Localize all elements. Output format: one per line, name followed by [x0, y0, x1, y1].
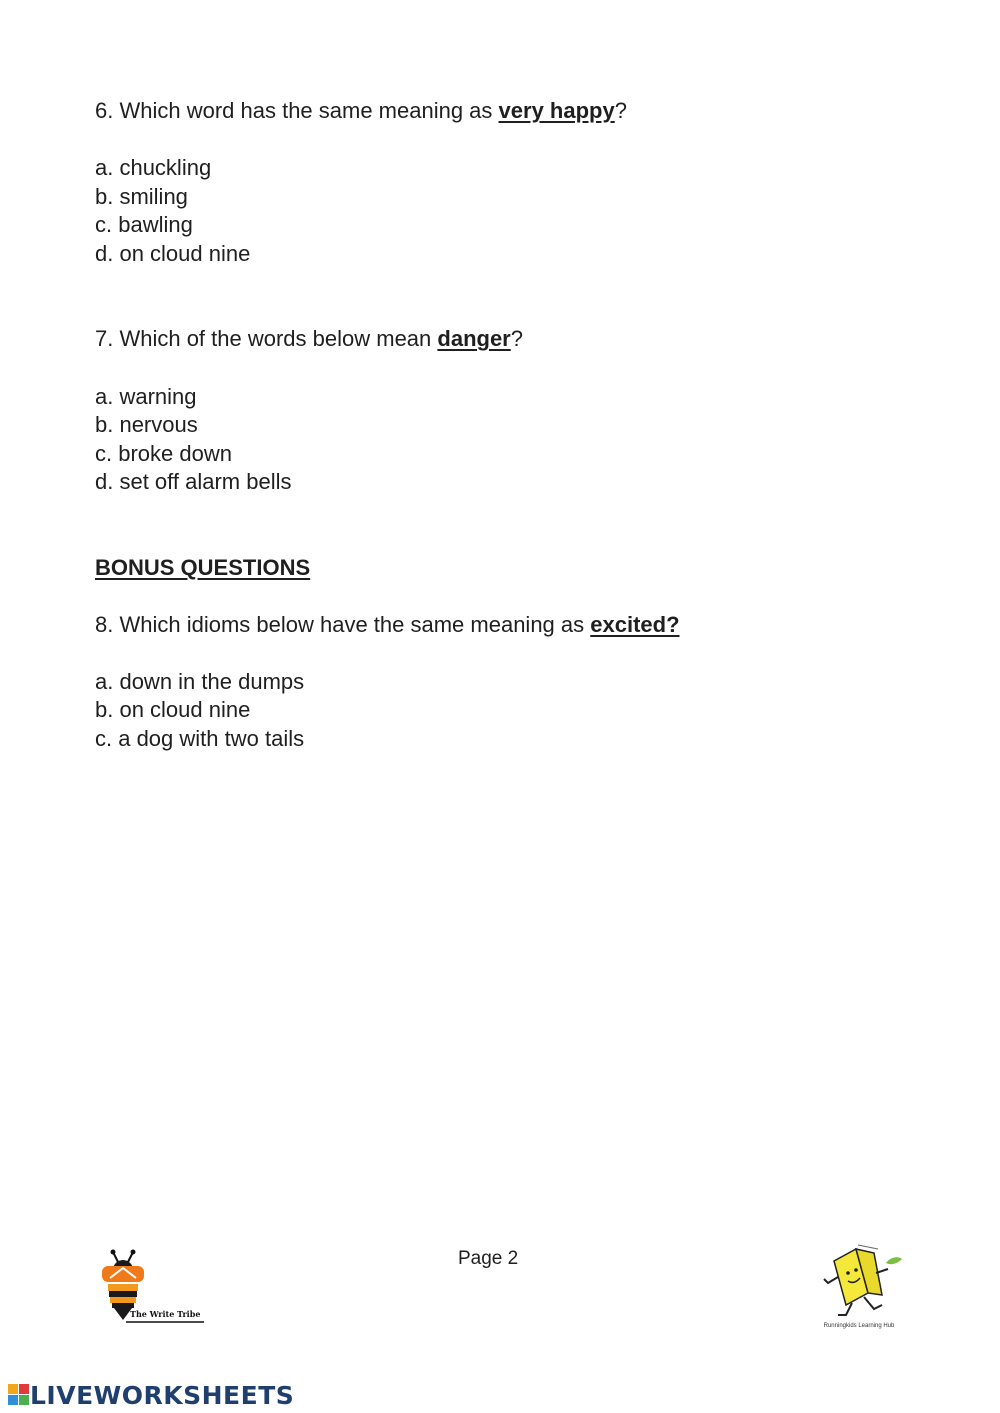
q7-option-b: b. nervous — [95, 412, 198, 437]
q8-option-c: c. a dog with two tails — [95, 726, 305, 751]
question-6: 6. Which word has the same meaning as very happy? — [95, 98, 627, 123]
q7-option-d: d. set off alarm bells — [95, 469, 292, 494]
question-8: 8. Which idioms below have the same meaning as excited? — [95, 612, 680, 637]
q6-option-b: b. smiling — [95, 184, 188, 209]
question-7: 7. Which of the words below mean danger? — [95, 326, 523, 351]
runningkids-logo — [808, 1243, 908, 1343]
q8-option-b: b. on cloud nine — [95, 697, 251, 722]
keyword-excited: excited? — [590, 612, 680, 637]
page-number: Page 2 — [458, 1248, 519, 1269]
runningkids-text: Runningkids Learning Hub — [823, 1323, 895, 1329]
write-tribe-text: The Write Tribe — [130, 1309, 201, 1319]
running-book-icon — [808, 1243, 908, 1327]
q6-option-d: d. on cloud nine — [95, 241, 251, 266]
bonus-heading: BONUS QUESTIONS — [95, 555, 311, 580]
keyword-danger: danger — [437, 326, 511, 351]
liveworksheets-brand — [8, 1380, 294, 1410]
q7-option-a: a. warning — [95, 384, 197, 409]
q6-option-c: c. bawling — [95, 212, 193, 237]
write-tribe-logo — [96, 1248, 208, 1330]
q7-option-c: c. broke down — [95, 441, 232, 466]
liveworksheets-blocks-icon — [8, 1384, 30, 1406]
q8-option-a: a. down in the dumps — [95, 669, 305, 694]
q6-option-a: a. chuckling — [95, 155, 212, 180]
keyword-very-happy: very happy — [498, 98, 615, 123]
liveworksheets-text: LIVEWORKSHEETS — [30, 1380, 295, 1410]
